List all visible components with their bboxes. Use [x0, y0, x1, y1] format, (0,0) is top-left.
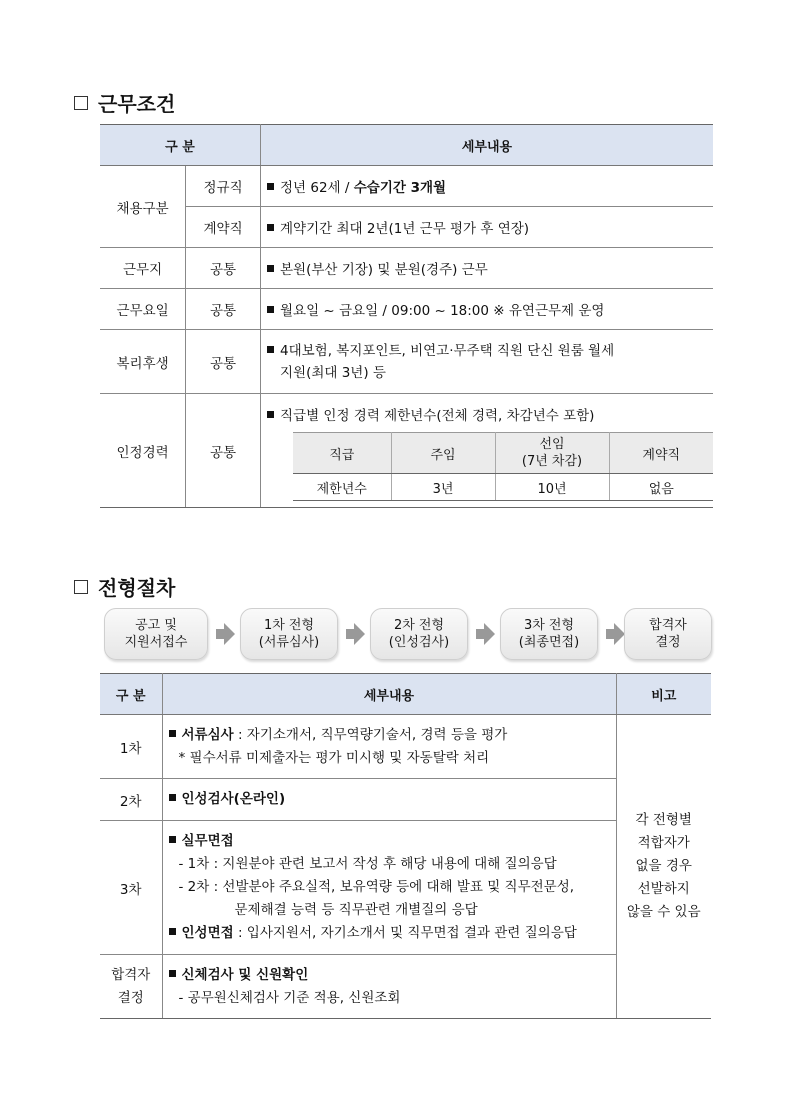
header-category: 구 분 [100, 125, 261, 166]
section-title-selection-process: 전형절차 [74, 572, 175, 601]
label-contract: 계약직 [186, 207, 261, 248]
bullet-icon [169, 794, 176, 801]
checkbox-square-icon [74, 580, 88, 594]
row-label-hire-type: 채용구분 [100, 166, 186, 248]
selection-process-table [100, 673, 711, 1019]
career-desc: 직급별 인정 경력 제한년수(전체 경력, 차감년수 포함) 직급 주임 선임 (7년 차감) 계약직 제한년수 3년 10년 없음 [261, 394, 714, 508]
row-label-workdays: 근무요일 [100, 289, 186, 330]
career-cell-limit: 제한년수 [293, 474, 391, 501]
header-details: 세부내용 [261, 125, 714, 166]
career-cell-junior: 3년 [391, 474, 495, 501]
welfare-desc: 4대보험, 복지포인트, 비연고·무주택 직원 단신 원룸 월세 지원(최대 3년) 등 [261, 330, 714, 394]
label-common: 공통 [186, 330, 261, 394]
bullet-icon [267, 183, 274, 190]
row-label-welfare: 복리후생 [100, 330, 186, 394]
regular-desc: 정년 62세 / 수습기간 3개월 [261, 166, 714, 207]
contract-desc: 계약기간 최대 2년(1년 근무 평가 후 연장) [261, 207, 714, 248]
career-header-senior: 선임 (7년 차감) [495, 433, 609, 474]
stage-2-desc: 인성검사(온라인) [162, 779, 616, 821]
label-common: 공통 [186, 248, 261, 289]
flow-step-final-decision: 합격자 결정 [624, 608, 712, 660]
label-common: 공통 [186, 289, 261, 330]
row-label-stage-2: 2차 [100, 779, 162, 821]
header-category: 구 분 [100, 674, 162, 715]
bullet-icon [267, 346, 274, 353]
bullet-icon [267, 265, 274, 272]
row-label-workplace: 근무지 [100, 248, 186, 289]
career-header-junior: 주임 [391, 433, 495, 474]
career-header-grade: 직급 [293, 433, 391, 474]
section-title-work-conditions: 근무조건 [74, 88, 175, 117]
bullet-icon [169, 970, 176, 977]
process-flow [102, 608, 712, 660]
label-common: 공통 [186, 394, 261, 508]
career-cell-contract: 없음 [609, 474, 713, 501]
flow-step-document-review: 1차 전형 (서류심사) [240, 608, 338, 660]
stage-1-desc: 서류심사 : 자기소개서, 직무역량기술서, 경력 등을 평가 * 필수서류 미제출자는 평가 미시행 및 자동탈락 처리 [162, 715, 616, 779]
flow-step-announcement: 공고 및 지원서접수 [104, 608, 208, 660]
final-desc: 신체검사 및 신원확인 - 공무원신체검사 기준 적용, 신원조회 [162, 955, 616, 1019]
header-details: 세부내용 [162, 674, 616, 715]
stage-3-desc: 실무면접 - 1차 : 지원분야 관련 보고서 작성 후 해당 내용에 대해 질의응답 - 2차 : 선발분야 주요실적, 보유역량 등에 대해 발표 및 직무전문성, 문제해결 능력 등 직무관련 개별질의 응답 인성면접 : 입사지원서, 자기소개서 및 직무면접 결과 관련 질의응답 [162, 821, 616, 955]
arrow-right-icon [484, 623, 495, 645]
row-label-stage-3: 3차 [100, 821, 162, 955]
bullet-icon [267, 224, 274, 231]
bullet-icon [267, 411, 274, 418]
flow-step-personality-test: 2차 전형 (인성검사) [370, 608, 468, 660]
checkbox-square-icon [74, 96, 88, 110]
career-header-contract: 계약직 [609, 433, 713, 474]
bullet-icon [169, 730, 176, 737]
row-label-stage-1: 1차 [100, 715, 162, 779]
label-regular: 정규직 [186, 166, 261, 207]
remark-cell: 각 전형별 적합자가 없을 경우 선발하지 않을 수 있음 [616, 715, 711, 1019]
arrow-right-icon [354, 623, 365, 645]
work-conditions-table [100, 124, 713, 508]
row-label-career: 인정경력 [100, 394, 186, 508]
row-label-final: 합격자 결정 [100, 955, 162, 1019]
workdays-desc: 월요일 ~ 금요일 / 09:00 ~ 18:00 ※ 유연근무제 운영 [261, 289, 714, 330]
flow-step-final-interview: 3차 전형 (최종면접) [500, 608, 598, 660]
arrow-right-icon [224, 623, 235, 645]
bullet-icon [169, 836, 176, 843]
header-remark: 비고 [616, 674, 711, 715]
bullet-icon [267, 306, 274, 313]
workplace-desc: 본원(부산 기장) 및 분원(경주) 근무 [261, 248, 714, 289]
bullet-icon [169, 928, 176, 935]
career-cell-senior: 10년 [495, 474, 609, 501]
career-limit-table [293, 432, 713, 501]
